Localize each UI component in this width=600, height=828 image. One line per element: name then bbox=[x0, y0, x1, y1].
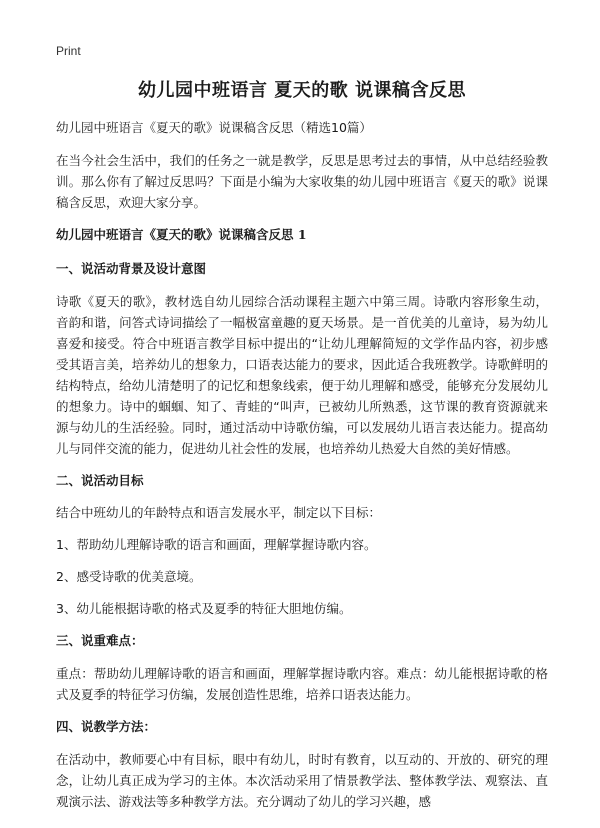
article-heading: 幼儿园中班语言《夏天的歌》说课稿含反思 1 bbox=[56, 227, 307, 242]
intro-paragraph: 在当今社会生活中，我们的任务之一就是教学，反思是思考过去的事情，从中总结经验教训。那么你有了解过反思吗？下面是小编为大家收集的幼儿园中班语言《夏天的歌》说课稿含反思，欢迎大家分享。 bbox=[56, 153, 548, 210]
section-heading-methods: 四、说教学方法： bbox=[56, 719, 157, 734]
document-body bbox=[56, 78, 548, 824]
section-background-paragraph: 诗歌《夏天的歌》，教材选自幼儿园综合活动课程主题六中第三周。诗歌内容形象生动，音韵和谐，问答式诗词描绘了一幅极富童趣的夏天场景。是一首优美的儿童诗，易为幼儿喜爱和接受。符合中班语言教学目标中提出的“让幼儿理解简短的文学作品内容，初步感受其语言美，培养幼儿的想象力，口语表达能力的要求，因此适合我班教学。诗歌鲜明的结构特点，给幼儿清楚明了的记忆和想象线索，便于幼儿理解和感受，能够充分发展幼儿的想象力。诗中的蝈蝈、知了、青蛙的“叫声，已被幼儿所熟悉，这节课的教育资源就来源与幼儿的生活经验。同时，通过活动中诗歌仿编，可以发展幼儿语言表达能力。提高幼儿与同伴交流的能力，促进幼儿社会性的发展，也培养幼儿热爱大自然的美好情感。 bbox=[56, 294, 548, 456]
print-link[interactable]: Print bbox=[56, 44, 81, 58]
section-heading-goals: 二、说活动目标 bbox=[56, 473, 144, 488]
section-methods-paragraph: 在活动中，教师要心中有目标，眼中有幼儿，时时有教育，以互动的、开放的、研究的理念，让幼儿真正成为学习的主体。本次活动采用了情景教学法、整体教学法、观察法、直观演示法、游戏法等多种教学方法。充分调动了幼儿的学习兴趣，感 bbox=[56, 752, 548, 809]
goal-list-item: 2、感受诗歌的优美意境。 bbox=[56, 569, 202, 584]
section-heading-background: 一、说活动背景及设计意图 bbox=[56, 261, 207, 276]
document-subtitle: 幼儿园中班语言《夏天的歌》说课稿含反思（精选10篇） bbox=[56, 120, 372, 135]
goal-list-item: 3、幼儿能根据诗歌的格式及夏季的特征大胆地仿编。 bbox=[56, 601, 352, 616]
section-heading-key-points: 三、说重难点： bbox=[56, 633, 144, 648]
page-title: 幼儿园中班语言 夏天的歌 说课稿含反思 bbox=[137, 80, 467, 101]
section-key-points-paragraph: 重点：帮助幼儿理解诗歌的语言和画面，理解掌握诗歌内容。难点：幼儿能根据诗歌的格式及夏季的特征学习仿编，发展创造性思维，培养口语表达能力。 bbox=[56, 666, 548, 702]
goal-list-item: 1、帮助幼儿理解诗歌的语言和画面，理解掌握诗歌内容。 bbox=[56, 537, 377, 552]
section-goals-paragraph: 结合中班幼儿的年龄特点和语言发展水平，制定以下目标： bbox=[56, 505, 382, 520]
